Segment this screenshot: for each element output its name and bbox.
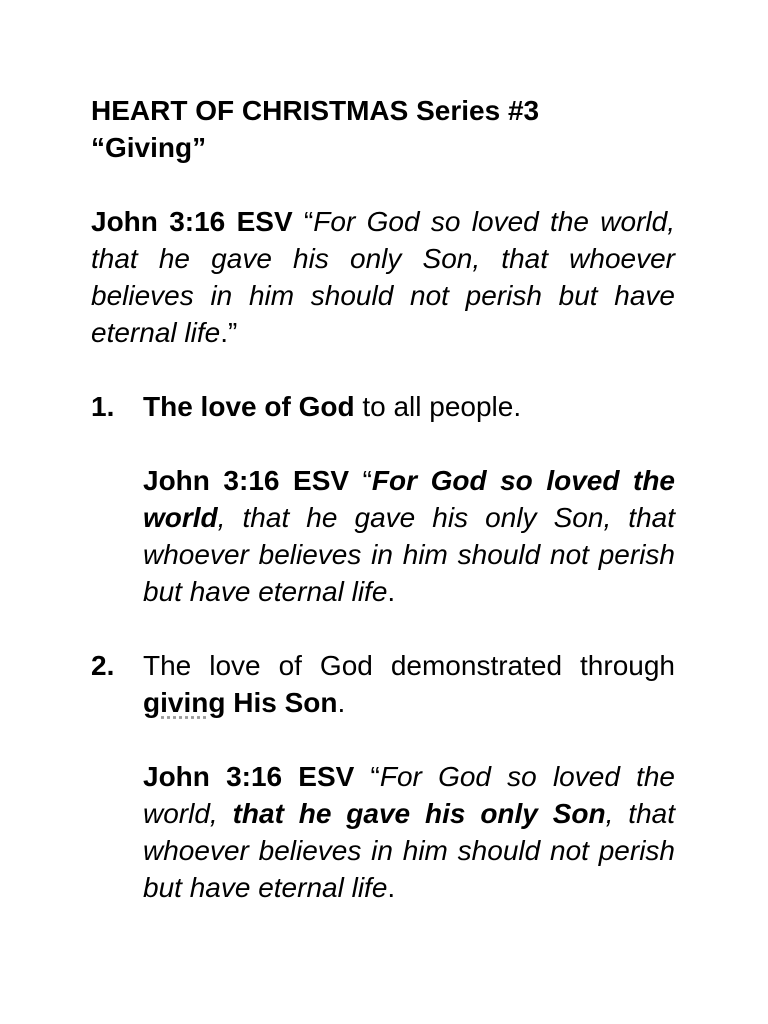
point-plain: The love of God demonstrated through: [143, 650, 675, 681]
points-list: [91, 388, 675, 906]
point-verse: [143, 758, 675, 906]
verse-text-before: For God so loved the world,: [143, 761, 676, 829]
point-underlined-word: giving: [143, 687, 226, 718]
verse-reference: John 3:16 ESV: [143, 465, 350, 496]
point-number: 1.: [91, 391, 115, 422]
close-quote: .”: [220, 317, 238, 348]
point-item: [91, 388, 675, 610]
point-bold: The love of God: [143, 391, 355, 422]
close-mark: .: [387, 872, 396, 903]
document-title: [91, 92, 675, 166]
verse-reference: John 3:16 ESV: [143, 761, 355, 792]
open-quote: “: [349, 465, 372, 496]
open-quote: “: [354, 761, 380, 792]
title-series: HEART OF CHRISTMAS Series #3: [91, 95, 540, 126]
verse-emphasis: that he gave his only Son: [232, 798, 606, 829]
close-mark: .: [387, 576, 396, 607]
intro-verse: [91, 203, 675, 351]
point-number: 2.: [91, 650, 115, 681]
point-bold: His Son: [225, 687, 338, 718]
point-end: .: [337, 687, 346, 718]
point-heading: [143, 647, 675, 721]
verse-text: For God so loved the world, that he gave his only Son, that whoever believes in him should not perish but have eternal life: [91, 206, 675, 348]
point-item: [91, 647, 675, 906]
verse-reference: John 3:16 ESV: [91, 206, 293, 237]
point-heading: [143, 388, 675, 425]
verse-emphasis: For God so loved the world: [143, 465, 675, 533]
point-verse: [143, 462, 675, 610]
title-subtitle: “Giving”: [91, 132, 207, 163]
open-quote: “: [292, 206, 314, 237]
verse-text-after: , that whoever believes in him should not perish but have eternal life: [143, 798, 675, 903]
point-rest: to all people.: [354, 391, 522, 422]
verse-text: , that he gave his only Son, that whoever believes in him should not perish but have eternal life: [143, 502, 675, 607]
